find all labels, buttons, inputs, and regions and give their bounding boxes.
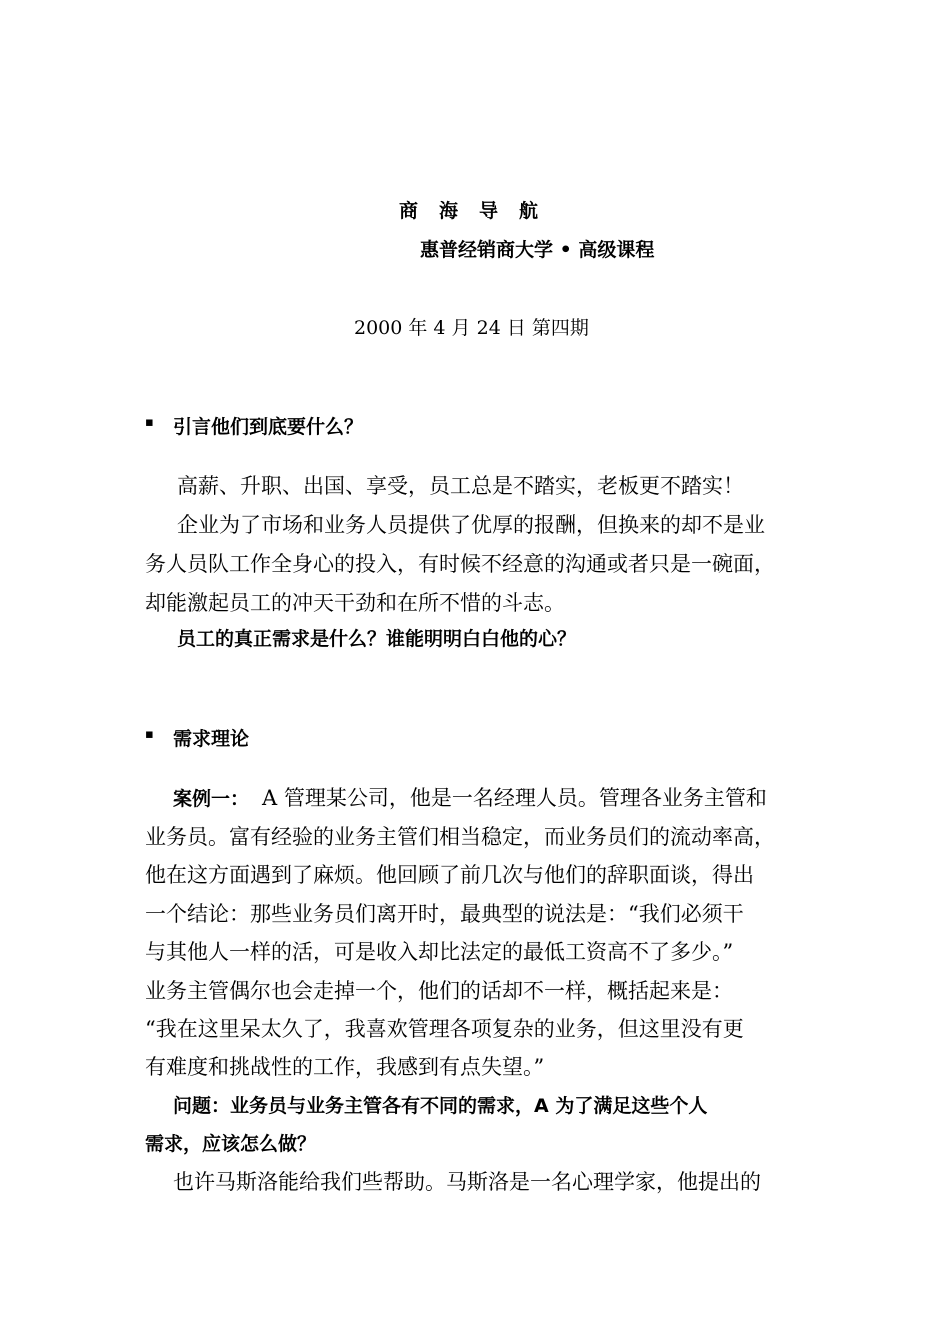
paragraph-line: 他在这方面遇到了麻烦。他回顾了前几次与他们的辞职面谈，得出 xyxy=(145,863,754,887)
paragraph-line: 业务主管偶尔也会走掉一个，他们的话却不一样，概括起来是： xyxy=(145,979,733,1003)
newsletter-title: 商海导航 xyxy=(399,200,560,222)
section-heading-intro: 引言他们到底要什么？ xyxy=(173,416,364,438)
section-heading-theory: 需求理论 xyxy=(173,728,250,750)
paragraph-line: 业务员。富有经验的业务主管们相当稳定，而业务员们的流动率高， xyxy=(145,825,775,849)
question-line: 需求，应该怎么做？ xyxy=(145,1133,317,1155)
paragraph-line: 高薪、升职、出国、享受，员工总是不踏实，老板更不踏实！ xyxy=(177,474,744,498)
case-label: 案例一： xyxy=(173,788,250,810)
paragraph-line: 也许马斯洛能给我们些帮助。马斯洛是一名心理学家，他提出的 xyxy=(173,1170,761,1194)
paragraph-line: 与其他人一样的活，可是收入却比法定的最低工资高不了多少。” xyxy=(145,940,734,964)
paragraph-line: 有难度和挑战性的工作，我感到有点失望。” xyxy=(145,1055,545,1079)
newsletter-subtitle: 惠普经销商大学 • 高级课程 xyxy=(420,239,655,261)
issue-date: 2000 年 4 月 24 日 第四期 xyxy=(354,317,589,339)
paragraph-line: 却能激起员工的冲天干劲和在所不惜的斗志。 xyxy=(145,591,565,615)
paragraph-line: 务人员队工作全身心的投入，有时候不经意的沟通或者只是一碗面， xyxy=(145,552,775,576)
bullet-icon: ▪ xyxy=(145,415,154,430)
paragraph-line: 一个结论：那些业务员们离开时，最典型的说法是：“我们必须干 xyxy=(145,902,744,926)
bullet-icon: ▪ xyxy=(145,727,154,742)
question-line: 问题：业务员与业务主管各有不同的需求，A 为了满足这些个人 xyxy=(173,1095,708,1117)
paragraph-line: A 管理某公司，他是一名经理人员。管理各业务主管和 xyxy=(262,786,767,810)
emphasis-question: 员工的真正需求是什么？谁能明明白白他的心？ xyxy=(177,628,577,650)
paragraph-line: 企业为了市场和业务人员提供了优厚的报酬，但换来的却不是业 xyxy=(177,513,765,537)
paragraph-line: “我在这里呆太久了，我喜欢管理各项复杂的业务，但这里没有更 xyxy=(145,1017,744,1041)
